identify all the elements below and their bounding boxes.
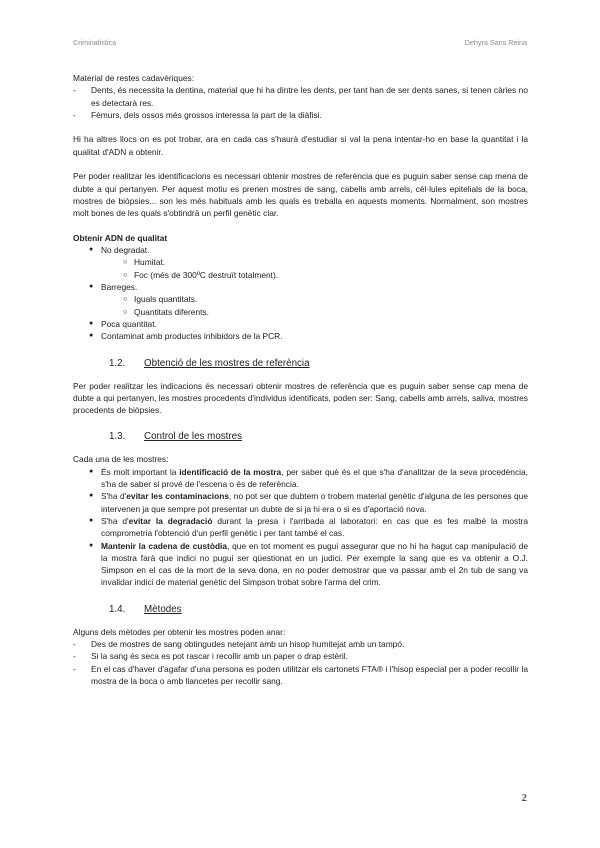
metodes-list <box>73 638 528 687</box>
qualitat-heading: Obtenir ADN de qualitat <box>73 232 168 243</box>
list-item <box>73 318 528 330</box>
paragraph-alguns: Alguns dels mètodes per obtenir les mostres poden anar: <box>73 626 286 637</box>
list-item <box>73 330 528 342</box>
sub-list-item <box>73 306 528 318</box>
section-title: Control de les mostres <box>144 431 243 443</box>
bullet-icon: ● <box>89 467 94 475</box>
list-item-text: Foc (més de 300ºC destruït totalment). <box>134 269 279 280</box>
circle-bullet-icon: ○ <box>123 306 128 316</box>
bullet-icon: ● <box>89 541 94 549</box>
bullet-icon: ● <box>89 319 94 327</box>
circle-bullet-icon: ○ <box>123 294 128 304</box>
dash-marker: - <box>73 638 76 649</box>
control-list <box>73 466 528 589</box>
restes-intro: Material de restes cadavèriques: <box>73 73 195 83</box>
text-run: S'ha d' <box>101 515 129 526</box>
list-item-text: En el cas d'haver d'agafar d'una persona es poden utilitzar els cartonets FTA® i l'hisop especial per a poder recollir la mostra de la boca o amb llancetes per recollir sang. <box>91 663 528 686</box>
emphasis-text: evitar les contaminacions <box>126 491 229 502</box>
list-item-text: Contaminat amb productes inhibidors de la PCR. <box>101 331 283 342</box>
text-run: , que en tot moment es pugui assegurar que no hi ha hagut cap manipulació de la mostra farà que indici no pugui ser qüestionat en un judici. Per exemple la sang que es va obtenir a O.J. Simpson en el cas de la mort de la seva dona, en no poder demostrar que va passar amb el 2n tub de sang va invalidar indici de material genètic del Simpson trobat sobre l'arma del crim. <box>101 540 528 588</box>
section-number: 1.3. <box>109 431 126 443</box>
list-item <box>73 281 528 293</box>
emphasis-text: evitar la degradació <box>128 515 213 526</box>
list-item <box>73 650 528 662</box>
text-run: durant la presa i l'arribada al laboratori: en cas que es fes malbé la mostra comprometria l'obtenció d'un perfil genètic i per tant també el cas. <box>101 515 529 539</box>
list-item-text: Barreges. <box>101 282 138 293</box>
sub-list-item <box>73 269 528 281</box>
section-number: 1.4. <box>109 603 126 615</box>
list-item <box>73 490 528 515</box>
list-item <box>73 540 528 589</box>
list-item-text: No degradat. <box>101 245 150 256</box>
emphasis-text: Mantenir la cadena de custòdia <box>101 540 228 551</box>
page-content <box>73 72 528 687</box>
list-item-text: Poca quantitat. <box>101 318 157 329</box>
section-title: Mètodes <box>144 603 182 615</box>
text-run: S'ha d' <box>101 491 127 502</box>
dash-marker: - <box>73 109 76 120</box>
dash-marker: - <box>73 85 76 96</box>
paragraph-cada-una: Cada una de les mostres: <box>73 454 169 465</box>
bullet-icon: ● <box>89 246 94 254</box>
paragraph-altres-llocs: Hi ha altres llocs on es pot trobar, ara en cada cas s'haurà d'estudiar si val la pena intentar-ho en base la quantitat i la qualitat d'ADN a obtenir. <box>73 134 528 157</box>
qualitat-list <box>73 244 528 342</box>
list-item-text: Fèmurs, dels ossos més grossos interessa la part de la diàfisi. <box>91 109 322 120</box>
list-item <box>73 663 528 688</box>
bullet-icon: ● <box>89 332 94 340</box>
sub-list-item <box>73 293 528 305</box>
list-item-text: Dents, és necessita la dentina, material que hi ha dintre les dents, per tant han de ser dents sanes, si tenen càries no es detectarà res. <box>91 85 528 108</box>
text-run: , per saber què és el que s'ha d'analitzar de la seva procedència, s'ha de saber si prové de l'escena o és de referència. <box>101 466 528 490</box>
emphasis-text: identificació de la mostra <box>179 466 282 477</box>
circle-bullet-icon: ○ <box>123 257 128 267</box>
list-item-text: Iguals quantitats. <box>134 294 198 305</box>
list-item-text: Si la sang és seca es pot rascar i recollir amb un paper o drap estèril. <box>91 651 348 662</box>
text-run: , no pot ser que dubtem o trobem material genètic d'alguna de les persones que intervenen ja que sempre pot presentar un dubte de si ja hi era o si es d'aportació nova. <box>101 491 528 514</box>
list-item <box>73 244 528 256</box>
list-item-text: Des de mostres de sang obtingudes netejant amb un hisop humitejat amb un tampó. <box>91 638 405 649</box>
header-subject: Criminalística <box>73 38 117 47</box>
bullet-icon: ● <box>89 492 94 500</box>
bullet-icon: ● <box>89 516 94 524</box>
paragraph-indicacions: Per poder realitzar les indicacions és necessari obtenir mostres de referència que es puguin saber sense cap mena de dubte a qui pertanyen, les mostres procedents d'individus identificats, poden ser: Sang, cabells amb arrels, saliva, mostres procedents de biòpsies. <box>73 380 528 416</box>
header-author: Dehyra Sans Reina <box>464 38 527 47</box>
list-item <box>73 466 528 491</box>
list-item-text: Humitat. <box>134 257 166 268</box>
section-heading-1-4 <box>73 603 528 616</box>
section-title: Obtenció de les mostres de referència <box>144 357 310 369</box>
paragraph-identificacions: Per poder realitzar les identificacions es necessari obtenir mostres de referència que es puguin saber sense cap mena de dubte a qui pertanyen. Per aquest motiu es prenen mostres de sang, cabells amb arrels, cèl·lules epitelials de la boca, mostres de biòpsies... son les més habituals amb les quals es treballa en aquests moments. Normalment, son mostres molt bones de les quals s'obtindrà un perfil genètic clar. <box>73 171 528 219</box>
circle-bullet-icon: ○ <box>123 269 128 279</box>
list-item-text: Quantitats diferents. <box>134 306 209 317</box>
section-heading-1-3 <box>73 430 528 443</box>
restes-list <box>73 84 528 121</box>
dash-marker: - <box>73 663 76 674</box>
section-number: 1.2. <box>109 357 126 369</box>
text-run: És molt important la <box>101 466 180 477</box>
list-item <box>73 638 528 650</box>
list-item <box>73 515 528 540</box>
list-item <box>73 109 528 121</box>
page-number: 2 <box>521 792 527 804</box>
sub-list-item <box>73 256 528 268</box>
section-heading-1-2 <box>73 357 528 370</box>
bullet-icon: ● <box>89 283 94 291</box>
dash-marker: - <box>73 651 76 662</box>
list-item <box>73 84 528 109</box>
